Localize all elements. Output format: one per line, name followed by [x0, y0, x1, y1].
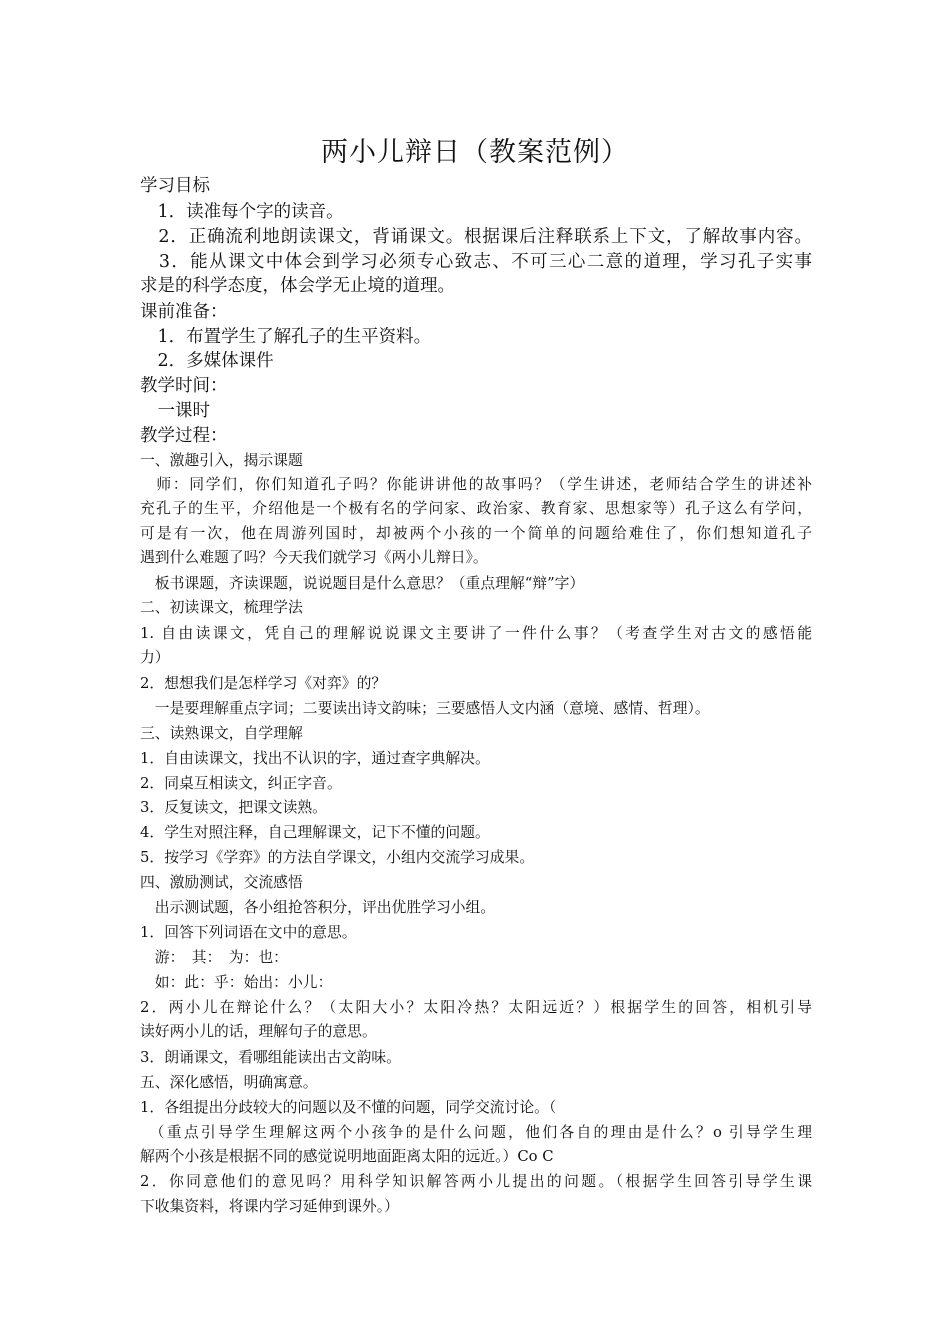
text-line: 3．朗诵课文，看哪组能读出古文韵味。 — [140, 1049, 401, 1066]
text-line: 2．正确流利地朗读课文，背诵课文。根据课后注释联系上下文，了解故事内容。 — [140, 227, 812, 247]
text-line: 3．能从课文中体会到学习必须专心致志、不可三心二意的道理，学习孔子实事 — [140, 252, 812, 272]
text-line: 4．学生对照注释，自己理解课文，记下不懂的问题。 — [140, 824, 490, 841]
text-line: 出示测试题，各小组抢答积分，评出优胜学习小组。 — [140, 899, 496, 916]
text-line: 解两个小孩是根据不同的感觉说明地面距离太阳的远近。）Co C — [140, 1148, 554, 1165]
text-line: 1．自由读课文，找出不认识的字，通过查字典解决。 — [140, 750, 490, 767]
text-line: 2．同桌互相读文，纠正字音。 — [140, 775, 342, 792]
document-title: 两小儿辩日（教案范例） — [321, 137, 629, 168]
text-line: 2．两小儿在辩论什么？（太阳大小？太阳冷热？太阳远近？）根据学生的回答，相机引导 — [140, 999, 812, 1016]
text-line: 5．按学习《学弈》的方法自学课文，小组内交流学习成果。 — [140, 849, 535, 866]
text-line: 1．各组提出分歧较大的问题以及不懂的问题，同学交流讨论。（ — [140, 1099, 557, 1116]
text-line: 3．反复读文，把课文读熟。 — [140, 799, 327, 816]
text-line: 可是有一次，他在周游列国时，却被两个小孩的一个简单的问题给难住了，你们想知道孔子 — [140, 525, 812, 542]
text-line: 1．回答下列词语在文中的意思。 — [140, 924, 357, 941]
text-line: （重点引导学生理解这两个小孩争的是什么问题，他们各自的理由是什么？o 引导学生理 — [140, 1124, 812, 1141]
text-line: 一课时 — [140, 401, 210, 421]
section-heading: 一、激趣引入，揭示课题 — [140, 452, 303, 469]
text-line: 2．想想我们是怎样学习《对弈》的？ — [140, 675, 387, 692]
section-heading: 五、深化感悟，明确寓意。 — [140, 1074, 318, 1091]
text-line: 教学过程： — [140, 426, 228, 446]
section-heading: 三、读熟课文，自学理解 — [140, 725, 303, 742]
text-line: 板书课题，齐读课题，说说题目是什么意思？（重点理解“辩”字） — [140, 575, 585, 592]
text-line: 1．读准每个字的读音。 — [140, 202, 344, 222]
section-heading: 四、激励测试，交流感悟 — [140, 874, 303, 891]
text-line: 师：同学们，你们知道孔子吗？你能讲讲他的故事吗？（学生讲述，老师结合学生的讲述补 — [140, 476, 812, 493]
text-line: 1. 自由读课文，凭自己的理解说说课文主要讲了一件什么事？（考查学生对古文的感悟能 — [140, 625, 812, 642]
text-line: 充孔子的生平，介绍他是一个极有名的学问家、政治家、教育家、思想家等）孔子这么有学问， — [140, 500, 812, 517]
text-line: 课前准备： — [140, 302, 228, 322]
text-line: 读好两小儿的话，理解句子的意思。 — [140, 1023, 377, 1040]
text-line: 如：此：乎：始出：小儿： — [140, 974, 333, 991]
text-line: 教学时间： — [140, 376, 228, 396]
text-line: 学习目标 — [140, 176, 210, 196]
text-line: 游： 其： 为：也： — [140, 949, 288, 966]
section-heading: 二、初读课文，梳理学法 — [140, 599, 303, 616]
text-line: 一是要理解重点字词；二要读出诗文韵味；三要感悟人文内涵（意境、感情、哲理）。 — [140, 700, 710, 717]
text-line: 2．你同意他们的意见吗？用科学知识解答两小儿提出的问题。（根据学生回答引导学生课 — [140, 1173, 812, 1190]
text-line: 力） — [140, 649, 170, 666]
text-line: 求是的科学态度，体会学无止境的道理。 — [140, 276, 455, 296]
text-line: 下收集资料，将课内学习延伸到课外。） — [140, 1198, 399, 1215]
text-line: 1．布置学生了解孔子的生平资料。 — [140, 327, 432, 347]
text-line: 2．多媒体课件 — [140, 351, 274, 371]
text-line: 遇到什么难题了吗？今天我们就学习《两小儿辩日》。 — [140, 549, 488, 566]
